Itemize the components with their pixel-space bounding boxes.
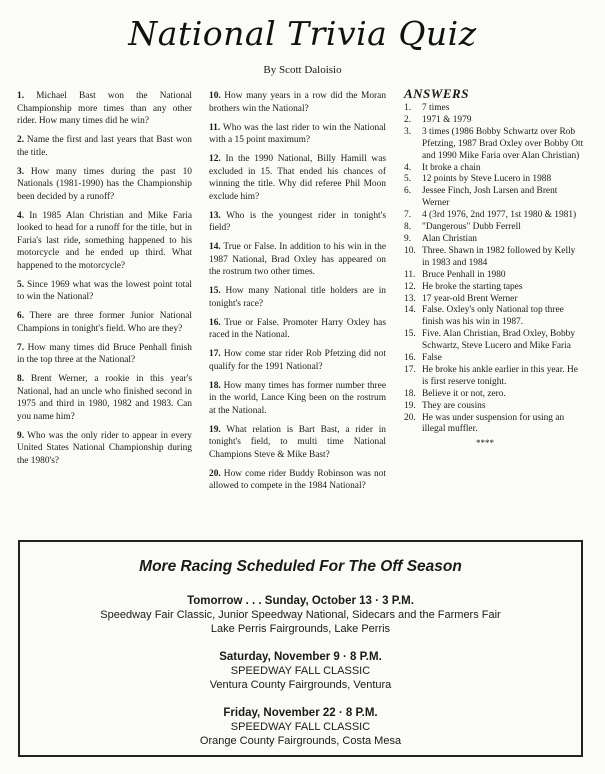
answer-item [404, 246, 584, 270]
quiz-question [17, 90, 192, 128]
quiz-question [209, 380, 386, 418]
answer-item [404, 294, 584, 306]
answer-text: 17 year-old Brent Werner [422, 293, 518, 304]
question-text: How many times has former number three in the world, Lance King been on the rostrum at the National. [209, 380, 386, 416]
quiz-question [17, 279, 192, 304]
question-text: How come rider Buddy Robinson was not allowed to compete in the 1984 National? [209, 468, 386, 491]
quiz-question [209, 285, 386, 310]
quiz-question [17, 210, 192, 273]
answer-text: Believe it or not, zero. [422, 388, 506, 399]
answer-text: He was under suspension for using an illegal muffler. [422, 412, 565, 435]
answer-number: 7. [404, 210, 412, 221]
question-number: 7. [17, 342, 25, 353]
answer-text: 12 points by Steve Lucero in 1988 [422, 174, 552, 185]
quiz-question [17, 373, 192, 423]
answer-text: He broke his ankle earlier in this year. He is first reserve tonight. [422, 364, 578, 387]
schedule-title: More Racing Scheduled For The Off Season [139, 558, 462, 575]
quiz-question [17, 166, 192, 204]
event-description: SPEEDWAY FALL CLASSIC [230, 721, 371, 733]
question-number: 11. [209, 122, 221, 133]
answer-number: 2. [404, 114, 412, 125]
event-location: Lake Perris Fairgrounds, Lake Perris [210, 623, 391, 635]
question-text: Who was the last rider to win the National with a 15 point maximum? [209, 122, 386, 145]
question-text: True or False. Promoter Harry Oxley has raced in the National. [209, 317, 386, 340]
answer-text: 7 times [422, 103, 450, 113]
question-text: How many National title holders are in tonight's race? [209, 286, 386, 309]
question-number: 12. [209, 154, 221, 164]
answer-item [404, 103, 584, 115]
answer-item [404, 413, 584, 437]
answer-number: 11. [404, 269, 416, 280]
question-number: 9. [17, 430, 25, 441]
question-text: In the 1990 National, Billy Hamill was excluded in 15. That ended his chances of winning the title. Why did referee Phil Moon exclude him? [209, 154, 387, 202]
answer-number: 13. [404, 293, 416, 304]
answer-number: 18. [404, 388, 416, 399]
schedule-event [20, 650, 581, 692]
answers-list [404, 103, 584, 436]
question-number: 5. [17, 279, 25, 290]
event-location: Orange County Fairgrounds, Costa Mesa [199, 735, 402, 747]
answer-text: Jessee Finch, Josh Larsen and Brent Werner [422, 186, 558, 209]
answer-item [404, 353, 584, 365]
answer-text: It broke a chain [422, 162, 481, 173]
answer-number: 9. [404, 233, 412, 244]
answer-number: 12. [404, 281, 416, 292]
question-number: 8. [17, 374, 25, 384]
question-number: 2. [17, 135, 25, 145]
question-number: 15. [209, 286, 221, 296]
quiz-question [209, 90, 386, 115]
quiz-question [17, 342, 192, 367]
answer-number: 4. [404, 162, 412, 173]
quiz-question [209, 153, 386, 203]
question-text: How many years in a row did the Moran brothers win the National? [209, 91, 387, 114]
question-number: 4. [17, 210, 25, 221]
event-date: Saturday, November 9 · 8 P.M. [219, 651, 382, 663]
answer-text: Bruce Penhall in 1980 [422, 269, 506, 280]
answer-number: 10. [404, 245, 416, 256]
answer-text: False [422, 353, 442, 364]
question-number: 16. [209, 317, 221, 328]
schedule-event [20, 594, 581, 636]
answer-text: They are cousins [422, 400, 486, 411]
question-text: Name the first and last years that Bast won the title. [17, 135, 192, 158]
answer-number: 16. [404, 353, 416, 364]
question-text: Michael Bast won the National Championship more times than any other rider. How many times did he win? [17, 91, 192, 126]
answer-item [404, 270, 584, 282]
answer-text: False. Oxley's only National top three finish was his win in 1987. [422, 305, 564, 328]
quiz-question [209, 122, 386, 147]
question-text: What relation is Bart Bast, a rider in tonight's field, to multi time National Champions Steve & Mike Bast? [209, 424, 386, 460]
question-text: How come star rider Rob Pfetzing did not qualify for the 1991 National? [209, 349, 387, 372]
question-number: 14. [209, 242, 221, 252]
question-text: True or False. In addition to his win in the 1987 National, Brad Oxley has appeared on the rostrum two other times. [209, 242, 386, 277]
question-number: 1. [17, 91, 25, 101]
answer-number: 5. [404, 174, 412, 185]
question-number: 13. [209, 210, 221, 221]
questions-column-2 [209, 90, 386, 499]
question-number: 6. [17, 311, 25, 321]
question-number: 20. [209, 468, 221, 479]
answer-item [404, 174, 584, 186]
question-number: 10. [209, 91, 221, 101]
answer-number: 3. [404, 126, 412, 137]
answer-item [404, 127, 584, 163]
answer-item [404, 210, 584, 222]
event-location: Ventura County Fairgrounds, Ventura [209, 679, 392, 691]
answers-heading: ANSWERS [404, 86, 469, 101]
answer-number: 15. [404, 329, 416, 340]
answer-item [404, 401, 584, 413]
answers-column [404, 86, 584, 450]
answer-item [404, 282, 584, 294]
answer-item [404, 389, 584, 401]
answer-text: 4 (3rd 1976, 2nd 1977, 1st 1980 & 1981) [422, 210, 577, 221]
quiz-question [209, 424, 386, 462]
answer-number: 19. [404, 400, 416, 411]
byline: By Scott Daloisio [263, 64, 342, 76]
question-number: 18. [209, 380, 221, 391]
question-text: Who is the youngest rider in tonight's field? [209, 210, 386, 233]
answer-number: 20. [404, 412, 416, 423]
quiz-question [209, 317, 386, 342]
question-text: There are three former Junior National Champions in tonight's field. Who are they? [17, 311, 192, 334]
event-description: Speedway Fair Classic, Junior Speedway National, Sidecars and the Farmers Fair [100, 609, 501, 621]
event-description: SPEEDWAY FALL CLASSIC [230, 665, 371, 677]
quiz-question [209, 241, 386, 279]
quiz-question [17, 134, 192, 159]
answer-number: 1. [404, 103, 412, 113]
question-text: Brent Werner, a rookie in this year's National, had an uncle who finished second in 1975 and third in 1980, 1982 and 1983. Can you name him? [17, 374, 192, 422]
question-text: Since 1969 what was the lowest point total to win the National? [17, 279, 192, 302]
answer-item [404, 329, 584, 353]
answer-number: 17. [404, 364, 416, 375]
question-number: 3. [17, 166, 25, 177]
answer-text: "Dangerous" Dubb Ferrell [422, 222, 521, 233]
answer-text: 1971 & 1979 [422, 114, 472, 125]
quiz-question [17, 430, 192, 468]
quiz-question [209, 348, 386, 373]
answer-item [404, 163, 584, 175]
answer-text: 3 times (1986 Bobby Schwartz over Rob Pfetzing, 1987 Brad Oxley over Bobby Ott and 1990 Mike Faria over Alan Christian) [422, 126, 584, 161]
question-text: How many times during the past 10 Nationals (1981-1990) has the Championship been decided by a runoff? [17, 166, 192, 202]
answer-number: 8. [404, 222, 412, 233]
quiz-question [209, 468, 386, 493]
question-number: 19. [209, 424, 221, 435]
answer-item [404, 365, 584, 389]
quiz-question [209, 210, 386, 235]
schedule-box [18, 540, 583, 757]
answer-text: He broke the starting tapes [422, 281, 523, 292]
question-text: Who was the only rider to appear in every United States National Championship during the 1980's? [17, 430, 192, 466]
answer-number: 14. [404, 305, 416, 316]
answer-text: Three. Shawn in 1982 followed by Kelly in 1983 and 1984 [422, 245, 576, 268]
event-date: Friday, November 22 · 8 P.M. [223, 707, 378, 719]
end-mark: **** [476, 438, 494, 449]
schedule-event [20, 706, 581, 748]
answer-item [404, 186, 584, 210]
page-title: National Trivia Quiz [128, 14, 477, 53]
question-number: 17. [209, 349, 221, 359]
answer-number: 6. [404, 186, 412, 197]
questions-column-1 [17, 90, 192, 474]
quiz-question [17, 310, 192, 335]
answer-item [404, 222, 584, 234]
question-text: How many times did Bruce Penhall finish in the top three at the National? [17, 342, 192, 365]
answer-item [404, 234, 584, 246]
event-date: Tomorrow . . . Sunday, October 13 · 3 P.M. [187, 595, 414, 607]
answer-item [404, 115, 584, 127]
answer-item [404, 305, 584, 329]
answer-text: Alan Christian [422, 233, 477, 244]
answer-text: Five. Alan Christian, Brad Oxley, Bobby Schwartz, Steve Lucero and Mike Faria [422, 329, 576, 352]
question-text: In 1985 Alan Christian and Mike Faria looked to head for a runoff for the title, but in Faria's last ride, something happened to his motorcycle and he ended up third. What happened to the motorcycle? [17, 210, 192, 271]
